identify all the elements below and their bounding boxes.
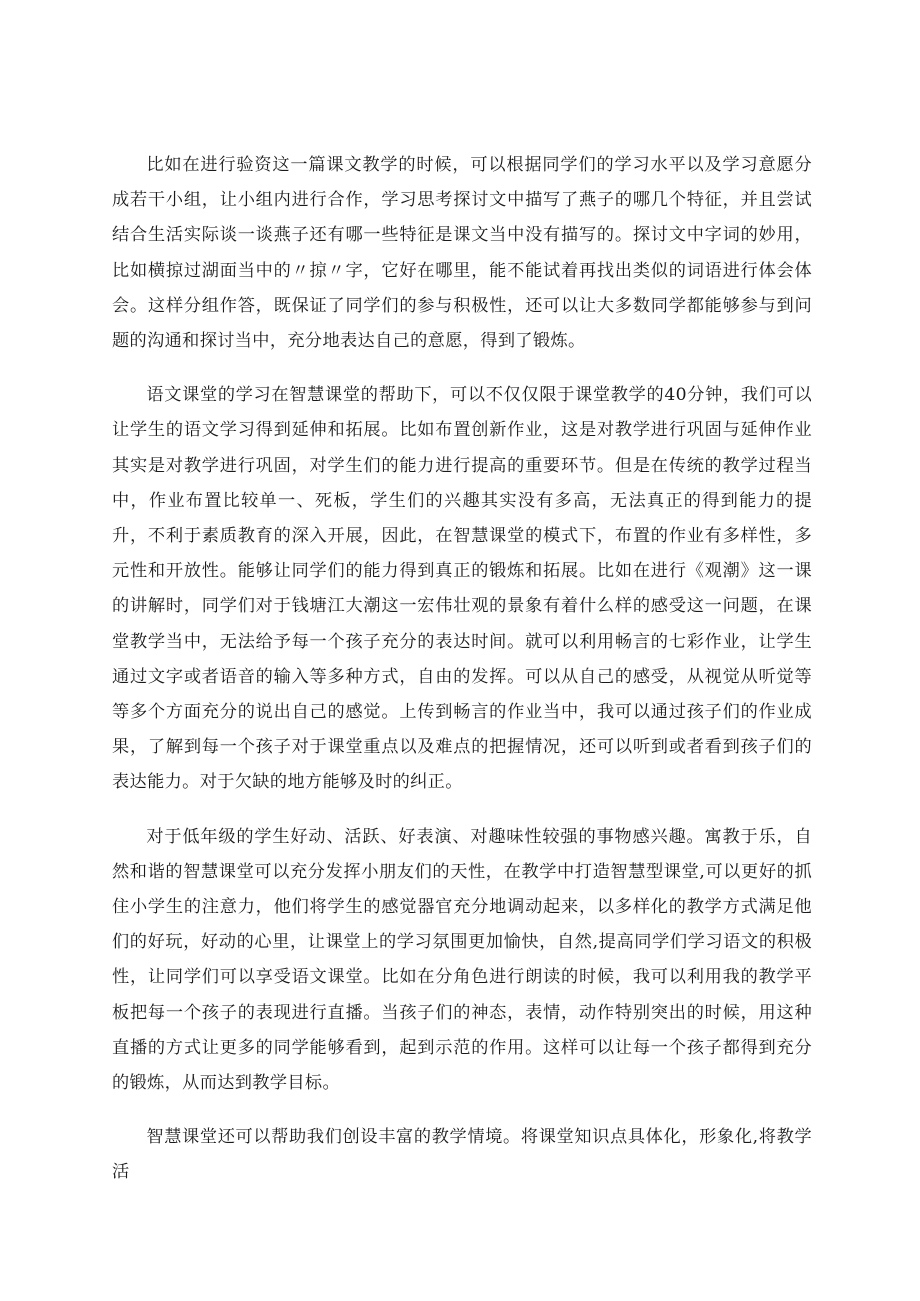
paragraph-2: 语文课堂的学习在智慧课堂的帮助下，可以不仅仅限于课堂教学的40分钟，我们可以让学生的语文学习得到延伸和拓展。比如布置创新作业，这是对教学进行巩固与延伸作业其实是对教学进行巩固，对学生们的能力进行提高的重要环节。但是在传统的教学过程当中，作业布置比较单一、死板，学生们的兴趣其实没有多高，无法真正的得到能力的提升，不利于素质教育的深入开展，因此，在智慧课堂的模式下，布置的作业有多样性，多元性和开放性。能够让同学们的能力得到真正的锻炼和拓展。比如在进行《观潮》这一课的讲解时，同学们对于钱塘江大潮这一宏伟壮观的景象有着什么样的感受这一问题，在课堂教学当中，无法给予每一个孩子充分的表达时间。就可以利用畅言的七彩作业，让学生通过文字或者语音的输入等多种方式，自由的发挥。可以从自己的感受，从视觉从听觉等等多个方面充分的说出自己的感觉。上传到畅言的作业当中，我可以通过孩子们的作业成果，了解到每一个孩子对于课堂重点以及难点的把握情况，还可以听到或者看到孩子们的表达能力。对于欠缺的地方能够及时的纠正。 bbox=[112, 385, 812, 793]
document-body bbox=[112, 148, 812, 1210]
paragraph-4: 智慧课堂还可以帮助我们创设丰富的教学情境。将课堂知识点具体化，形象化,将教学活 bbox=[112, 1127, 812, 1183]
paragraph-1: 比如在进行验资这一篇课文教学的时候，可以根据同学们的学习水平以及学习意愿分成若干小组，让小组内进行合作，学习思考探讨文中描写了燕子的哪几个特征，并且尝试结合生活实际谈一谈燕子还有哪一些特征是课文当中没有描写的。探讨文中字词的妙用，比如横掠过湖面当中的〃掠〃字，它好在哪里，能不能试着再找出类似的词语进行体会体会。这样分组作答，既保证了同学们的参与积极性，还可以让大多数同学都能够参与到问题的沟通和探讨当中，充分地表达自己的意愿，得到了锻炼。 bbox=[112, 155, 812, 352]
paragraph-3: 对于低年级的学生好动、活跃、好表演、对趣味性较强的事物感兴趣。寓教于乐，自然和谐的智慧课堂可以充分发挥小朋友们的天性，在教学中打造智慧型课堂,可以更好的抓住小学生的注意力，他们将学生的感觉器官充分地调动起来，以多样化的教学方式满足他们的好玩，好动的心里，让课堂上的学习氛围更加愉快，自然,提高同学们学习语文的积极性，让同学们可以享受语文课堂。比如在分角色进行朗读的时候，我可以利用我的教学平板把每一个孩子的表现进行直播。当孩子们的神态，表情，动作特别突出的时候，用这种直播的方式让更多的同学能够看到，起到示范的作用。这样可以让每一个孩子都得到充分的锻炼，从而达到教学目标。 bbox=[112, 826, 812, 1094]
